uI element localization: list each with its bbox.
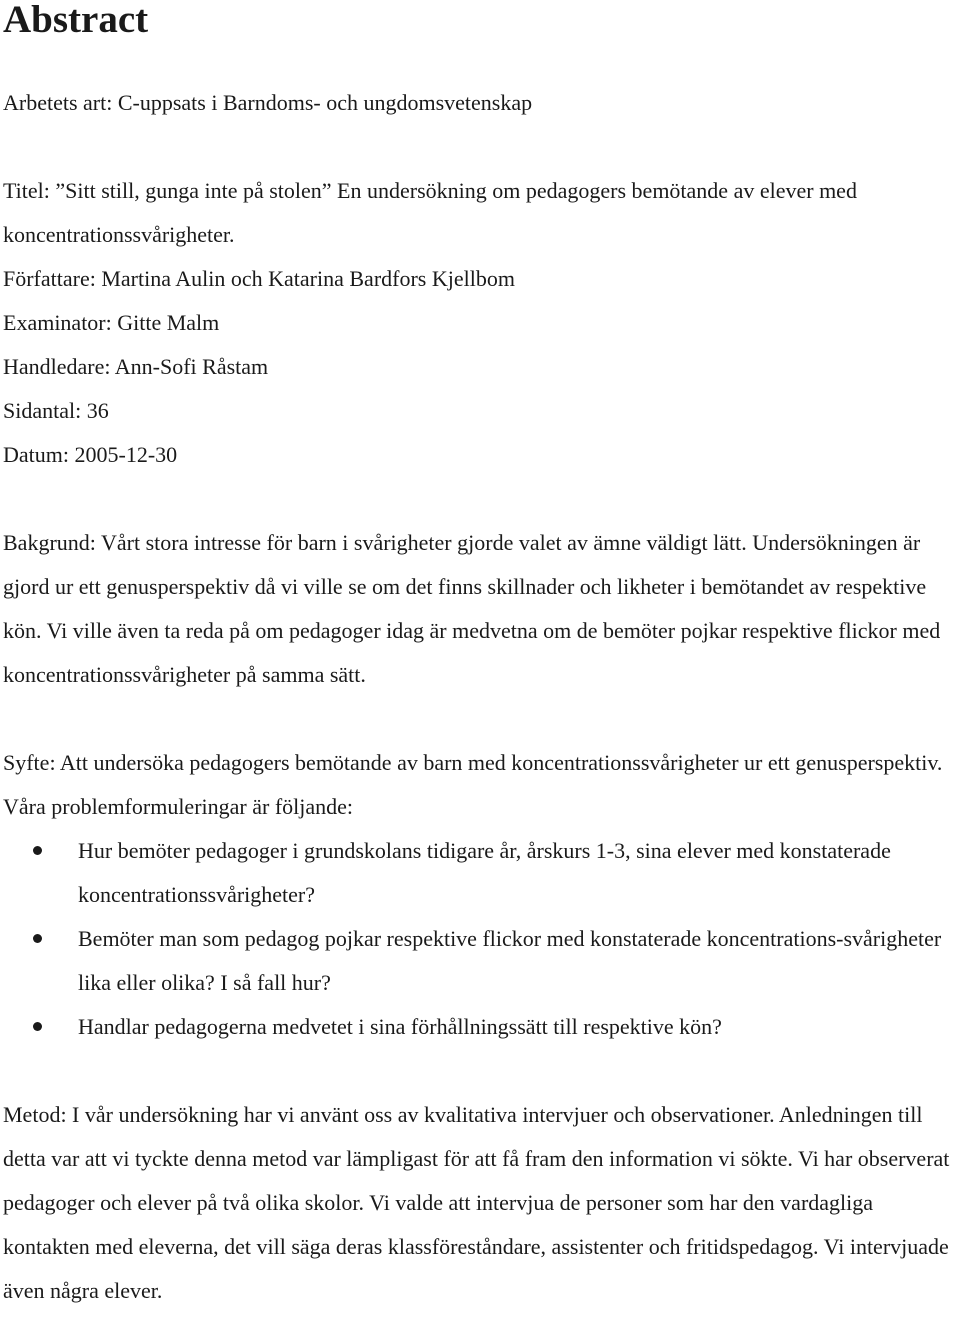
work-type: Arbetets art: C-uppsats i Barndoms- och ungdomsvetenskap bbox=[3, 90, 533, 115]
page-count: Sidantal: 36 bbox=[3, 398, 109, 423]
method-paragraph: Metod: I vår undersökning har vi använt oss av kvalitativa intervjuer och observationer. Anledningen till detta var att vi tyckte denna metod var lämpligast för att få fram den information vi sökte. Vi har observerat pedagoger och elever på två olika skolor. Vi valde att intervjua de personer som har den vardagliga kontakten med eleverna, det vill säga deras klassföreståndare, assistenter och fritidspedagog. Vi intervjuade även några elever. bbox=[3, 1102, 950, 1303]
abstract-heading: Abstract bbox=[3, 0, 149, 41]
list-item bbox=[3, 829, 955, 917]
spacer bbox=[3, 477, 955, 521]
spacer bbox=[3, 697, 955, 741]
question-text: Hur bemöter pedagoger i grundskolans tidigare år, årskurs 1-3, sina elever med konstaterade koncentrationssvårigheter? bbox=[78, 838, 891, 907]
question-text: Bemöter man som pedagog pojkar respektive flickor med konstaterade koncentrations-svårigheter lika eller olika? I så fall hur? bbox=[78, 926, 942, 995]
spacer bbox=[3, 44, 955, 81]
thesis-title: Titel: ”Sitt still, gunga inte på stolen” En undersökning om pedagogers bemötande av elever med koncentrationssvårigheter. bbox=[3, 178, 857, 247]
supervisor: Handledare: Ann-Sofi Råstam bbox=[3, 354, 269, 379]
authors: Författare: Martina Aulin och Katarina Bardfors Kjellbom bbox=[3, 266, 515, 291]
research-questions-list bbox=[3, 829, 955, 1049]
bullet-icon bbox=[33, 934, 42, 943]
list-item bbox=[3, 917, 955, 1005]
examiner: Examinator: Gitte Malm bbox=[3, 310, 220, 335]
list-item bbox=[3, 1005, 955, 1049]
bullet-icon bbox=[33, 1022, 42, 1031]
spacer bbox=[3, 125, 955, 169]
spacer bbox=[3, 1049, 955, 1093]
background-paragraph: Bakgrund: Vårt stora intresse för barn i svårigheter gjorde valet av ämne väldigt lätt. Undersökningen är gjord ur ett genusperspektiv då vi ville se om det finns skillnader och likheter i bemötandet av respektive kön. Vi ville även ta reda på om pedagoger idag är medvetna om de bemöter pojkar respektive flickor med koncentrationssvårigheter på samma sätt. bbox=[3, 530, 941, 687]
purpose-paragraph: Syfte: Att undersöka pedagogers bemötande av barn med koncentrationssvårigheter ur ett genusperspektiv. Våra problemformuleringar är följande: bbox=[3, 750, 943, 819]
date: Datum: 2005-12-30 bbox=[3, 442, 178, 467]
document-page bbox=[3, 0, 955, 1313]
question-text: Handlar pedagogerna medvetet i sina förhållningssätt till respektive kön? bbox=[78, 1014, 722, 1039]
bullet-icon bbox=[33, 846, 42, 855]
